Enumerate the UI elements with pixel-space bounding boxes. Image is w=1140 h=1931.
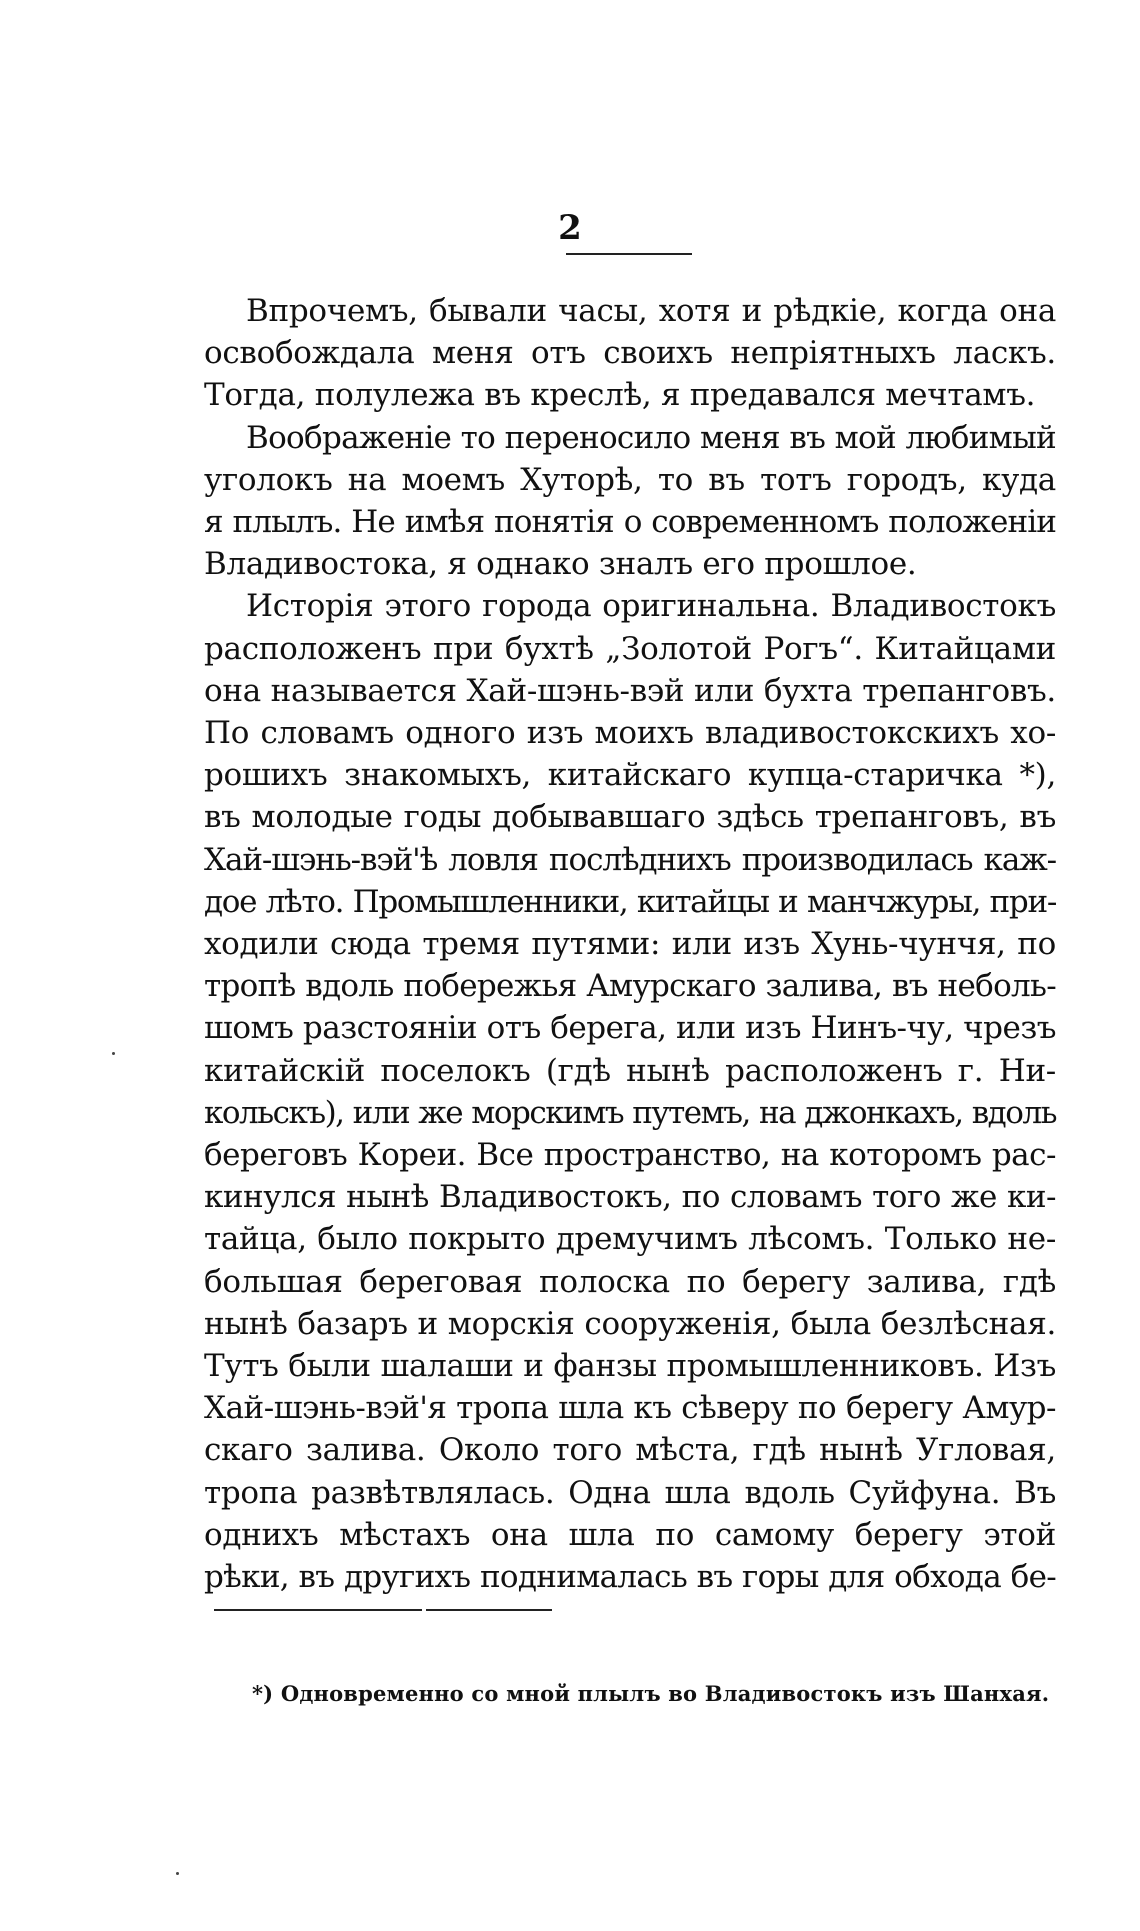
text-line: тайца, было покрыто дремучимъ лѣсомъ. Только не- — [204, 1221, 1056, 1258]
text-line: Впрочемъ, бывали часы, хотя и рѣдкіе, когда она — [246, 293, 1056, 329]
text-line: однихъ мѣстахъ она шла по самому берегу этой — [204, 1516, 1056, 1553]
footnote-rule — [214, 1609, 422, 1611]
text-line: я плылъ. Не имѣя понятія о современномъ положеніи — [204, 504, 1056, 541]
text-line: ходили сюда тремя путями: или изъ Хунь-чунчя, по — [204, 926, 1056, 963]
text-line: она называется Хай-шэнь-вэй или бухта трепанговъ. — [204, 672, 1056, 709]
text-line: кинулся нынѣ Владивостокъ, по словамъ того же ки- — [204, 1179, 1056, 1216]
text-line: китайскій поселокъ (гдѣ нынѣ расположенъ г. Ни- — [204, 1052, 1056, 1089]
text-line: освобождала меня отъ своихъ непріятныхъ ласкъ. — [204, 335, 1056, 372]
text-line: тропа развѣтвлялась. Одна шла вдоль Суйфуна. Въ — [204, 1474, 1056, 1511]
text-line: дое лѣто. Промышленники, китайцы и манчжуры, при- — [204, 883, 1056, 920]
text-line: рошихъ знакомыхъ, китайскаго купца-старичка *), — [204, 757, 1056, 794]
text-line: большая береговая полоска по берегу залива, гдѣ — [204, 1263, 1056, 1300]
text-line: береговъ Кореи. Все пространство, на которомъ рас- — [204, 1137, 1056, 1174]
scan-speck — [176, 1872, 179, 1875]
page-number-rule — [566, 253, 692, 255]
text-line: Исторія этого города оригинальна. Владивостокъ — [246, 588, 1056, 625]
text-line: кольскъ), или же морскимъ путемъ, на джонкахъ, вдоль — [204, 1094, 1056, 1131]
text-line: Тутъ были шалаши и фанзы промышленниковъ. Изъ — [204, 1348, 1056, 1385]
text-line: Воображеніе то переносило меня въ мой любимый — [246, 419, 1056, 456]
text-line: въ молодые годы добывавшаго здѣсь трепанговъ, въ — [204, 799, 1056, 836]
text-line: расположенъ при бухтѣ „Золотой Рогъ“. Китайцами — [204, 630, 1056, 667]
text-line: Владивостока, я однако зналъ его прошлое. — [204, 546, 917, 583]
text-line: нынѣ базаръ и морскія сооруженія, была безлѣсная. — [204, 1305, 1056, 1342]
text-line: По словамъ одного изъ моихъ владивостокскихъ хо- — [204, 715, 1056, 752]
text-line: Хай-шэнь-вэй'ѣ ловля послѣднихъ производилась каж- — [204, 841, 1056, 878]
footnote: *) Одновременно со мной плылъ во Владивостокъ изъ Шанхая. — [252, 1681, 1050, 1706]
text-line: Тогда, полулежа въ креслѣ, я предавался мечтамъ. — [204, 377, 1036, 414]
text-line: тропѣ вдоль побережья Амурскаго залива, въ неболь- — [204, 968, 1056, 1005]
text-line: шомъ разстояніи отъ берега, или изъ Нинъ-чу, чрезъ — [204, 1010, 1056, 1047]
page-number: 2 — [558, 208, 582, 248]
text-line: Хай-шэнь-вэй'я тропа шла къ сѣверу по берегу Амур- — [204, 1390, 1056, 1427]
body-text — [204, 290, 1056, 1598]
scan-speck — [112, 1052, 115, 1055]
text-line: уголокъ на моемъ Хуторѣ, то въ тотъ городъ, куда — [204, 461, 1056, 498]
footnote-rule — [426, 1609, 552, 1611]
text-line: рѣки, въ другихъ поднималась въ горы для обхода бе- — [204, 1559, 1056, 1596]
text-line: скаго залива. Около того мѣста, гдѣ нынѣ Угловая, — [204, 1432, 1056, 1469]
